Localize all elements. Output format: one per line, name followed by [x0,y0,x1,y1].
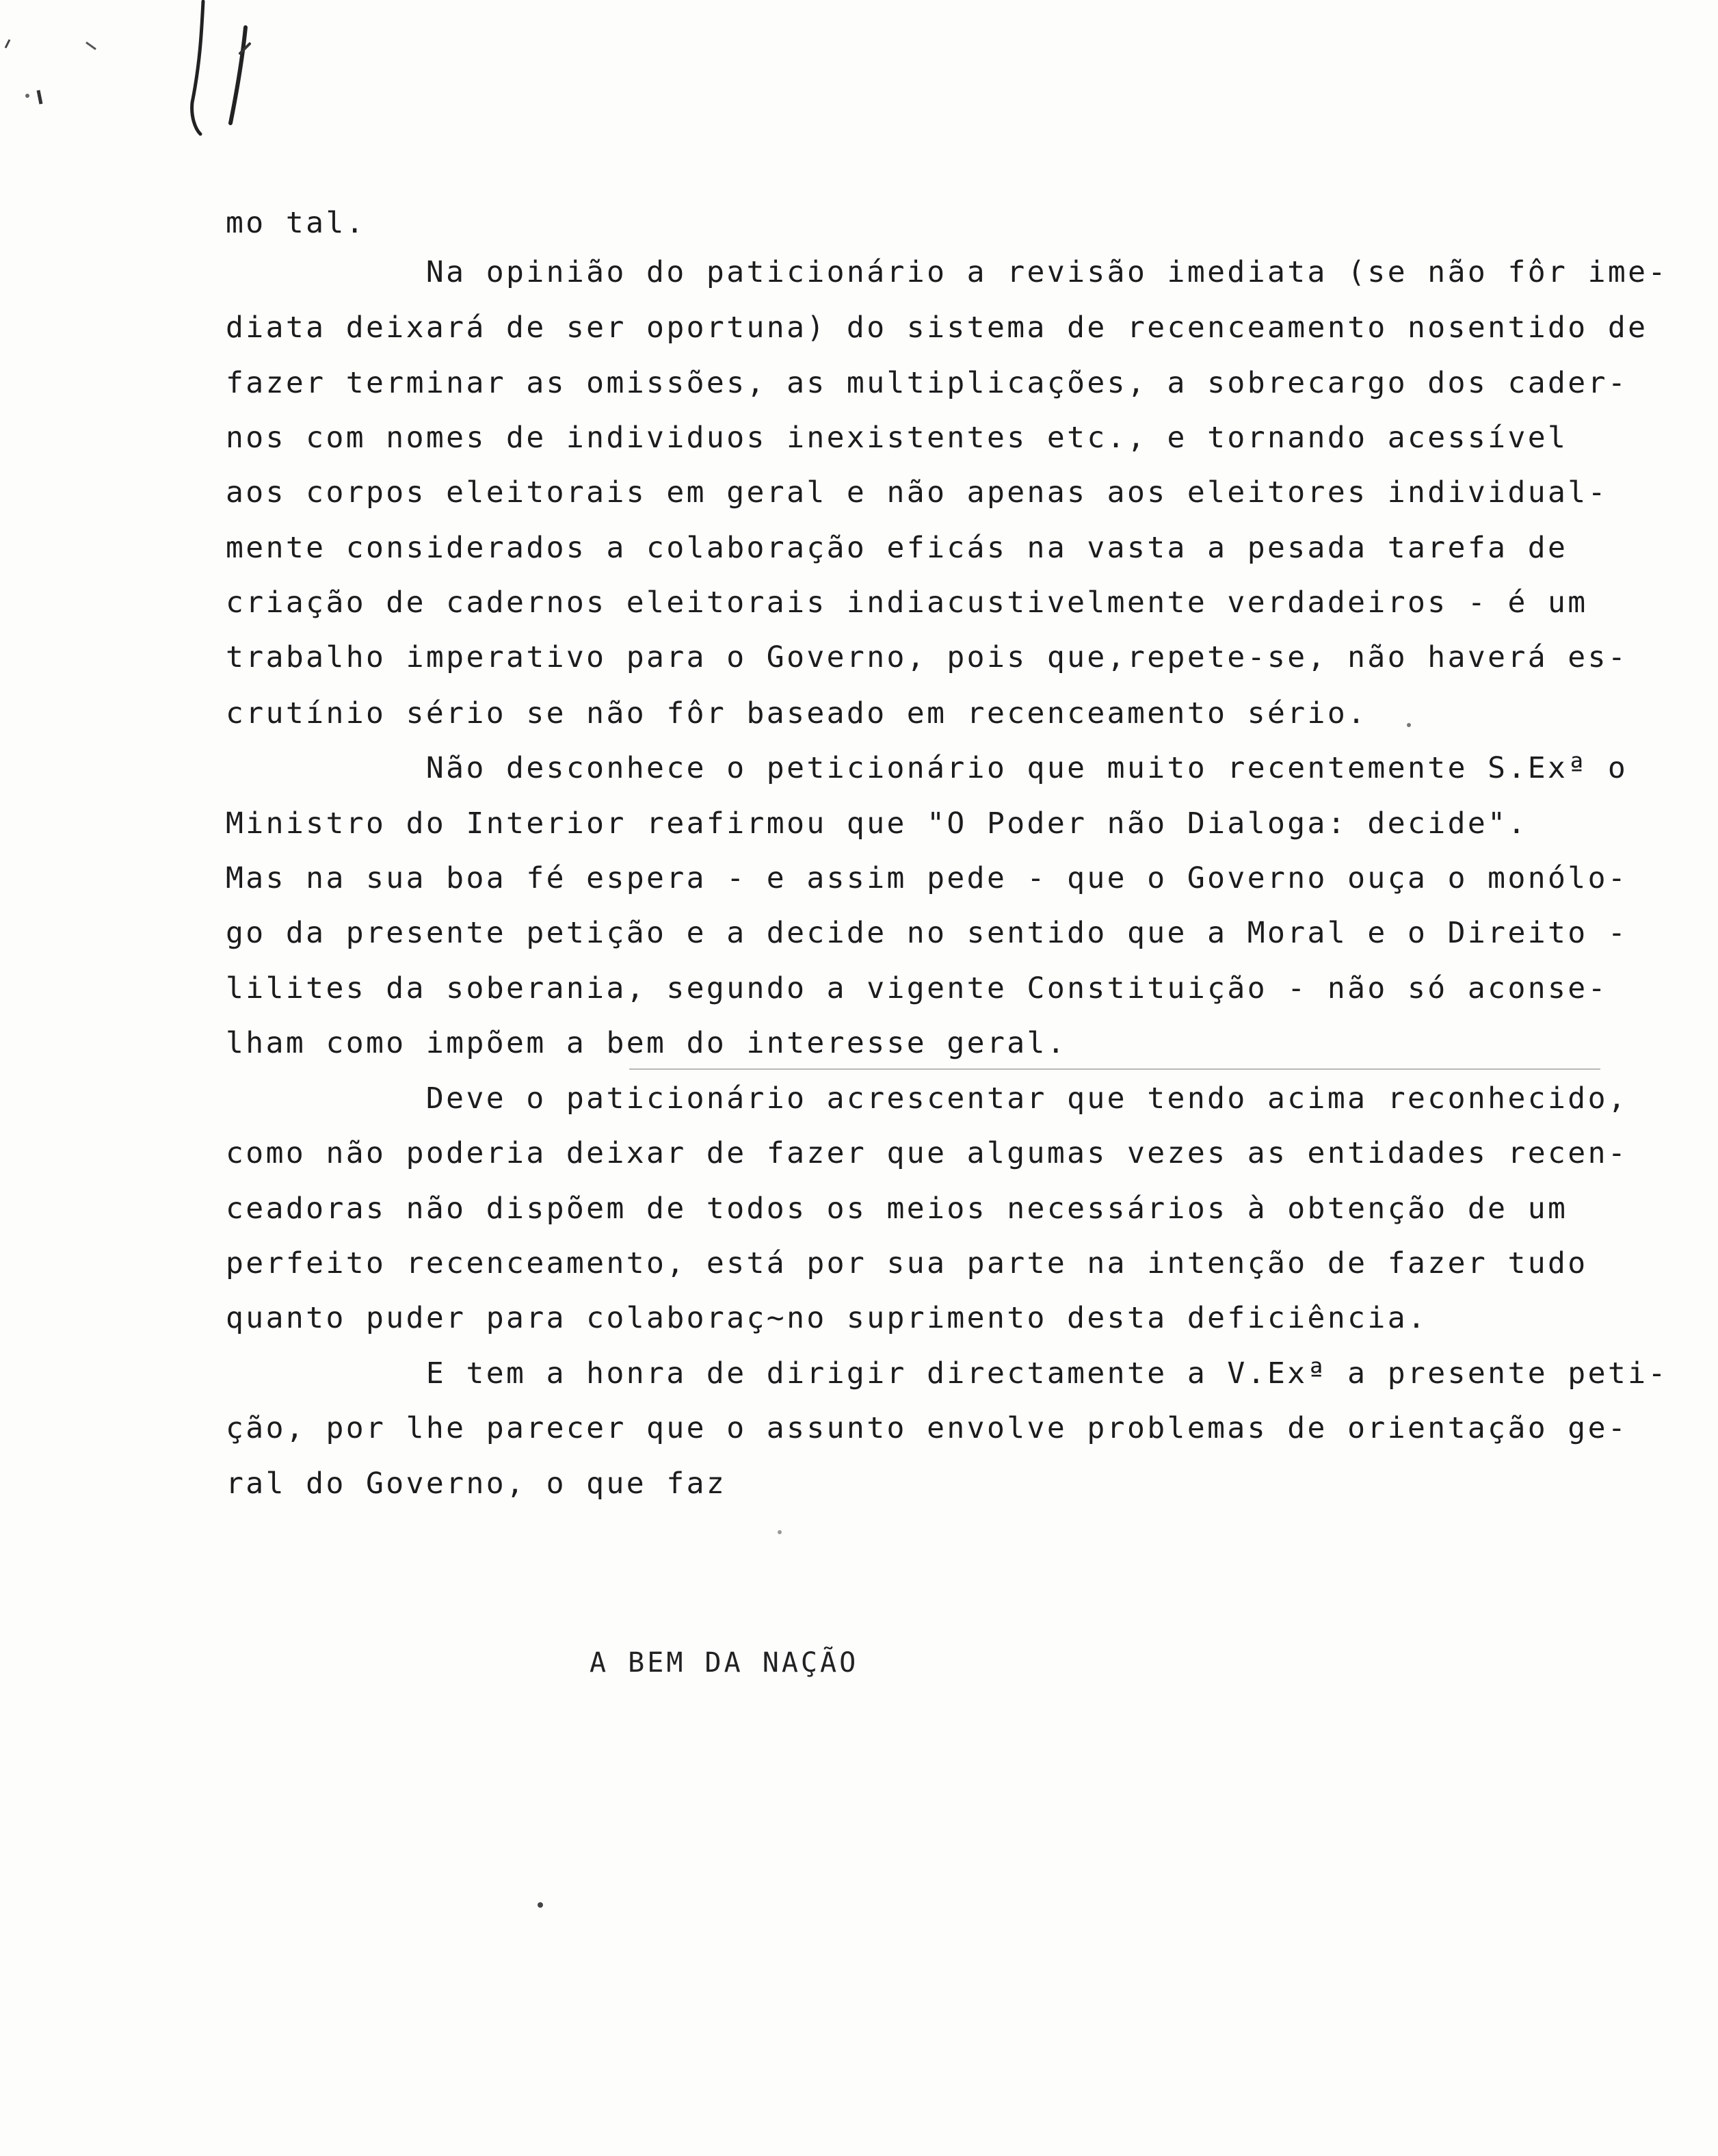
body-line: criação de cadernos eleitorais indiacustivelmente verdadeiros - é um [226,586,1588,620]
faint-underline-mark [629,1068,1600,1070]
body-line: ceadoras não dispõem de todos os meios necessários à obtenção de um [226,1192,1568,1226]
body-line: Mas na sua boa fé espera - e assim pede - que o Governo ouça o monólo- [226,861,1628,895]
body-line: lham como impõem a bem do interesse geral. [226,1026,1068,1060]
body-line: trabalho imperativo para o Governo, pois que,repete-se, não haverá es- [226,640,1628,674]
closing-salutation: A BEM DA NAÇÃO [590,1647,859,1679]
body-line: mente considerados a colaboração eficás na vasta a pesada tarefa de [226,531,1568,565]
body-line: Não desconhece o peticionário que muito recentemente S.Exª o [226,751,1628,785]
body-line: perfeito recenceamento, está por sua parte na intenção de fazer tudo [226,1246,1588,1280]
body-line: ção, por lhe parecer que o assunto envolve problemas de orientação ge- [226,1411,1628,1445]
body-line: go da presente petição e a decide no sentido que a Moral e o Direito - [226,916,1628,950]
body-line: Ministro do Interior reafirmou que "O Poder não Dialoga: decide". [226,806,1528,841]
body-line: mo tal. [226,206,367,240]
body-line: como não poderia deixar de fazer que algumas vezes as entidades recen- [226,1136,1628,1170]
body-line: aos corpos eleitorais em geral e não apenas aos eleitores individual- [226,475,1608,510]
body-line: Deve o paticionário acrescentar que tendo acima reconhecido, [226,1081,1628,1116]
body-line: E tem a honra de dirigir directamente a V.Exª a presente peti- [226,1356,1668,1391]
body-line: ral do Governo, o que faz [226,1467,727,1501]
body-line: diata deixará de ser oportuna) do sistema de recenceamento nosentido de [226,311,1648,345]
body-line: lilites da soberania, segundo a vigente Constituição - não só aconse- [226,971,1608,1005]
body-line: Na opinião do paticionário a revisão imediata (se não fôr ime- [226,255,1668,289]
body-line: crutínio sério se não fôr baseado em recenceamento sério. [226,696,1368,731]
body-line: quanto puder para colaboraç~no suprimento desta deficiência. [226,1301,1428,1335]
body-line: nos com nomes de individuos inexistentes etc., e tornando acessível [226,421,1568,455]
handwritten-page-number [174,0,284,137]
body-line: fazer terminar as omissões, as multiplicações, a sobrecargo dos cader- [226,366,1628,400]
